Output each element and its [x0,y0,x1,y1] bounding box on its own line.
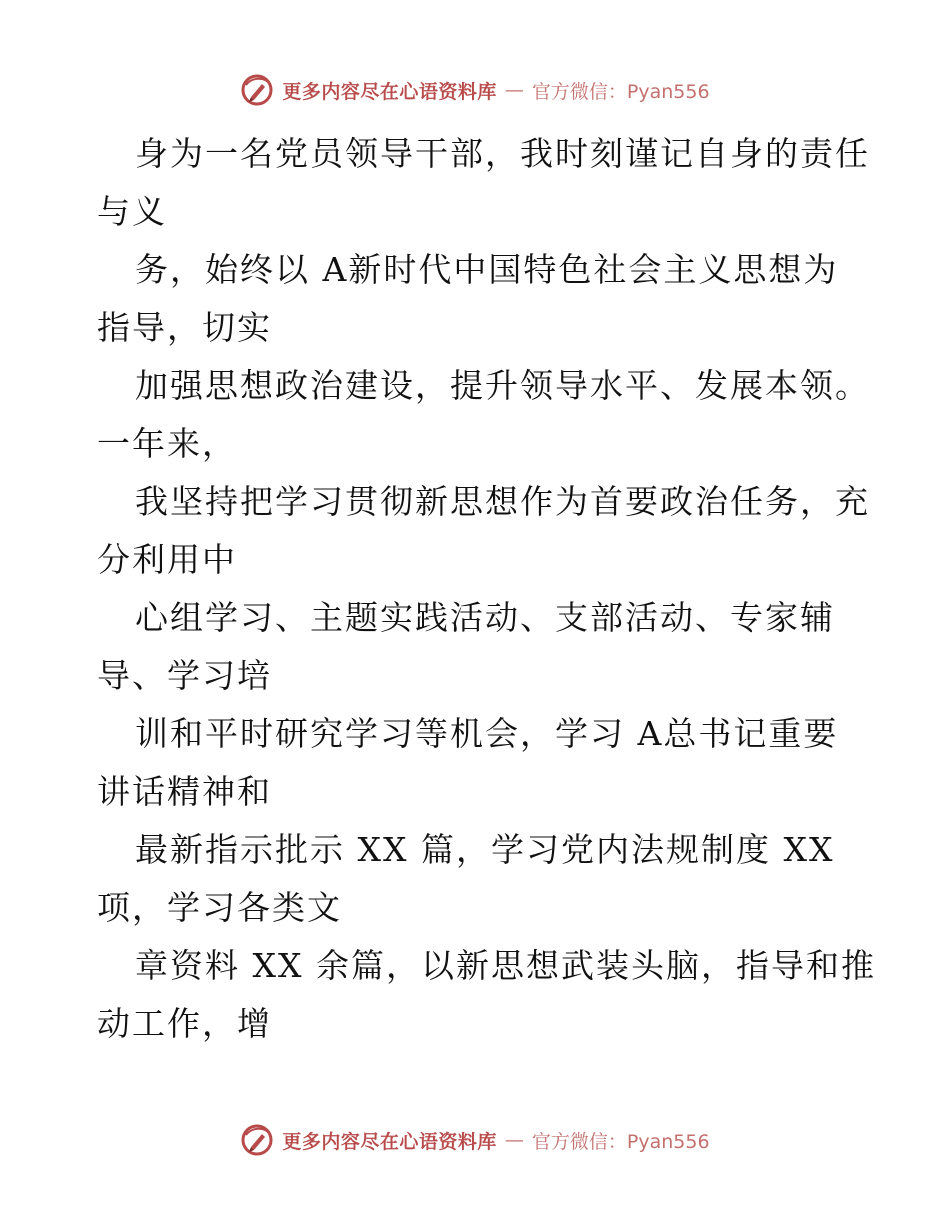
body-line: 项，学习各类文 [97,888,342,927]
watermark-footer [0,1120,950,1160]
body-line: 我坚持把学习贯彻新思想作为首要政治任务，充 [135,482,870,521]
pen-circle-logo-icon [240,1123,274,1157]
body-line: 一年来， [97,424,237,463]
watermark-title: 更多内容尽在心语资料库 [282,80,497,103]
body-line: 训和平时研究学习等机会，学习 A总书记重要 [135,714,839,753]
watermark-header [0,70,950,110]
body-line: 导、学习培 [97,656,272,695]
watermark-dash: — [504,79,524,101]
body-line: 指导，切实 [97,308,272,347]
body-line: 章资料 XX 余篇，以新思想武装头脑，指导和推 [135,946,876,985]
body-line: 身为一名党员领导干部，我时刻谨记自身的责任 [135,134,870,173]
watermark-wechat-label: 官方微信：Pyan556 [531,1130,710,1153]
document-body [97,125,876,1053]
body-line: 务，始终以 A新时代中国特色社会主义思想为 [135,250,839,289]
watermark-wechat-label: 官方微信：Pyan556 [531,80,710,103]
body-line: 心组学习、主题实践活动、支部活动、专家辅 [135,598,835,637]
body-line: 动工作，增 [97,1004,272,1043]
body-line: 分利用中 [97,540,237,579]
watermark-dash: — [504,1129,524,1151]
watermark-title: 更多内容尽在心语资料库 [282,1130,497,1153]
body-line: 讲话精神和 [97,772,272,811]
body-line: 与义 [97,192,167,231]
body-line: 加强思想政治建设，提升领导水平、发展本领。 [135,366,870,405]
pen-circle-logo-icon [240,73,274,107]
body-line: 最新指示批示 XX 篇，学习党内法规制度 XX [135,830,835,869]
